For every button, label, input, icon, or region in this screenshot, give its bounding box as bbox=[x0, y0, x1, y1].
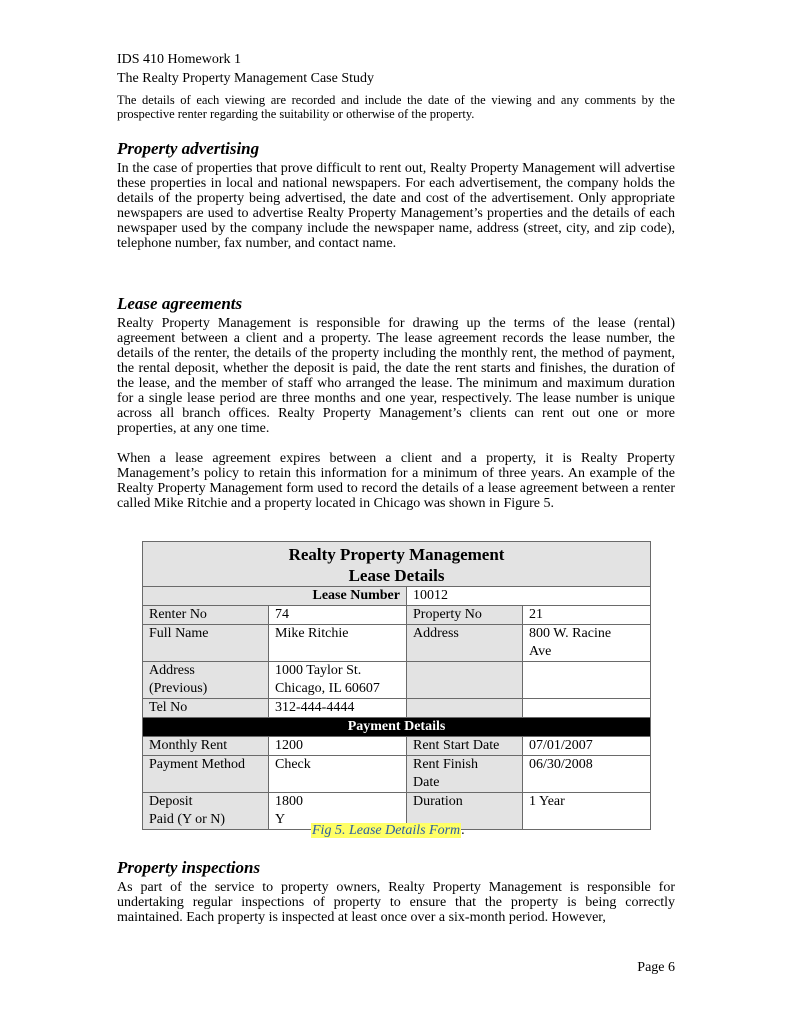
figure-caption bbox=[311, 822, 465, 840]
payment-method-label: Payment Method bbox=[143, 756, 269, 793]
renter-no-value: 74 bbox=[269, 606, 407, 625]
lease-details-table bbox=[142, 541, 651, 830]
figure-caption-period: . bbox=[461, 823, 465, 838]
page-header bbox=[117, 50, 374, 88]
inspections-section bbox=[117, 858, 675, 925]
address-label: Address bbox=[407, 625, 523, 662]
figure-caption-text: Fig 5. Lease Details Form bbox=[312, 823, 461, 838]
lease-paragraph-2: When a lease agreement expires between a client and a property, it is Realty Property Management’s policy to retain this information for a minimum of three years. An example of the Realty Property Management form used to record the details of a lease agreement between a renter called Mike Ritchie and a property located in Chicago was shown in Figure 5. bbox=[117, 451, 675, 511]
lease-details-form bbox=[142, 541, 650, 830]
payment-method-value: Check bbox=[269, 756, 407, 793]
payment-method-row bbox=[143, 756, 651, 793]
previous-address-line-1: 1000 Taylor St. bbox=[275, 663, 362, 678]
previous-address-line-2: Chicago, IL 60607 bbox=[275, 681, 380, 696]
rent-finish-label-line-1: Rent Finish bbox=[413, 757, 478, 772]
deposit-amount: 1800 bbox=[275, 794, 303, 809]
property-no-label: Property No bbox=[407, 606, 523, 625]
previous-address-label-line-2: (Previous) bbox=[149, 681, 208, 696]
duration-value: 1 Year bbox=[523, 793, 651, 830]
advertising-heading: Property advertising bbox=[117, 139, 260, 158]
inspections-heading: Property inspections bbox=[117, 858, 261, 877]
deposit-paid: Y bbox=[275, 812, 286, 827]
rent-start-value: 07/01/2007 bbox=[523, 737, 651, 756]
rent-finish-label bbox=[407, 756, 523, 793]
inspections-paragraph: As part of the service to property owners, Realty Property Management is responsible for undertaking regular inspections of property to ensure that the property is being correctly maintained. Each property is inspected at least once over a six-month period. However, bbox=[117, 880, 675, 925]
tel-row bbox=[143, 699, 651, 718]
rent-finish-label-line-2: Date bbox=[413, 775, 440, 790]
form-title-row bbox=[143, 542, 651, 587]
form-company-title: Realty Property Management bbox=[288, 545, 505, 564]
duration-label: Duration bbox=[407, 793, 523, 830]
monthly-rent-row bbox=[143, 737, 651, 756]
full-name-row bbox=[143, 625, 651, 662]
advertising-paragraph: In the case of properties that prove difficult to rent out, Realty Property Management will advertise these properties in local and national newspapers. For each advertisement, the company holds the details of the property being advertised, the date and cost of the advertisement. Only appropriate newspapers are used to advertise Realty Property Management’s properties and the details of each newspaper used by the company include the newspaper name, address (street, city, and zip code), telephone number, fax number, and contact name. bbox=[117, 161, 675, 251]
address-value bbox=[523, 625, 651, 662]
previous-address-row bbox=[143, 662, 651, 699]
empty-value-cell bbox=[523, 699, 651, 718]
payment-details-bar bbox=[143, 718, 651, 737]
page-number: Page 6 bbox=[637, 960, 675, 975]
empty-value-cell bbox=[523, 662, 651, 699]
intro-section bbox=[117, 93, 675, 121]
lease-number-label: Lease Number bbox=[143, 587, 407, 606]
payment-details-heading: Payment Details bbox=[143, 718, 651, 737]
full-name-value: Mike Ritchie bbox=[269, 625, 407, 662]
deposit-label-line-1: Deposit bbox=[149, 794, 193, 809]
lease-number-value: 10012 bbox=[407, 587, 651, 606]
monthly-rent-value: 1200 bbox=[269, 737, 407, 756]
tel-label: Tel No bbox=[143, 699, 269, 718]
empty-label-cell bbox=[407, 662, 523, 699]
previous-address-label-line-1: Address bbox=[149, 663, 195, 678]
address-line-1: 800 W. Racine bbox=[529, 626, 612, 641]
header-title: The Realty Property Management Case Study bbox=[117, 71, 374, 86]
deposit-label bbox=[143, 793, 269, 830]
deposit-label-line-2: Paid (Y or N) bbox=[149, 812, 226, 827]
tel-value: 312-444-4444 bbox=[269, 699, 407, 718]
header-course: IDS 410 Homework 1 bbox=[117, 52, 242, 67]
rent-finish-value: 06/30/2008 bbox=[523, 756, 651, 793]
form-subtitle: Lease Details bbox=[348, 566, 445, 585]
full-name-label: Full Name bbox=[143, 625, 269, 662]
renter-no-row bbox=[143, 606, 651, 625]
lease-paragraph-1: Realty Property Management is responsible for drawing up the terms of the lease (rental) agreement between a client and a property. The lease agreement records the lease number, the details of the renter, the details of the property including the monthly rent, the method of payment, the rental deposit, whether the deposit is paid, the date the rent starts and finishes, the duration of the lease, and the member of staff who arranged the lease. The minimum and maximum duration for a single lease period are three months and one year, respectively. The lease number is unique across all branch offices. Realty Property Management’s clients can rent out one or more properties, at any one time. bbox=[117, 316, 675, 436]
lease-section bbox=[117, 294, 675, 511]
lease-number-row bbox=[143, 587, 651, 606]
empty-label-cell bbox=[407, 699, 523, 718]
address-line-2: Ave bbox=[529, 644, 552, 659]
previous-address-label bbox=[143, 662, 269, 699]
previous-address-value bbox=[269, 662, 407, 699]
advertising-section bbox=[117, 139, 675, 251]
intro-paragraph: The details of each viewing are recorded and include the date of the viewing and any comments by the prospective renter regarding the suitability or otherwise of the property. bbox=[117, 93, 675, 121]
rent-start-label: Rent Start Date bbox=[407, 737, 523, 756]
lease-heading: Lease agreements bbox=[117, 294, 243, 313]
monthly-rent-label: Monthly Rent bbox=[143, 737, 269, 756]
renter-no-label: Renter No bbox=[143, 606, 269, 625]
property-no-value: 21 bbox=[523, 606, 651, 625]
